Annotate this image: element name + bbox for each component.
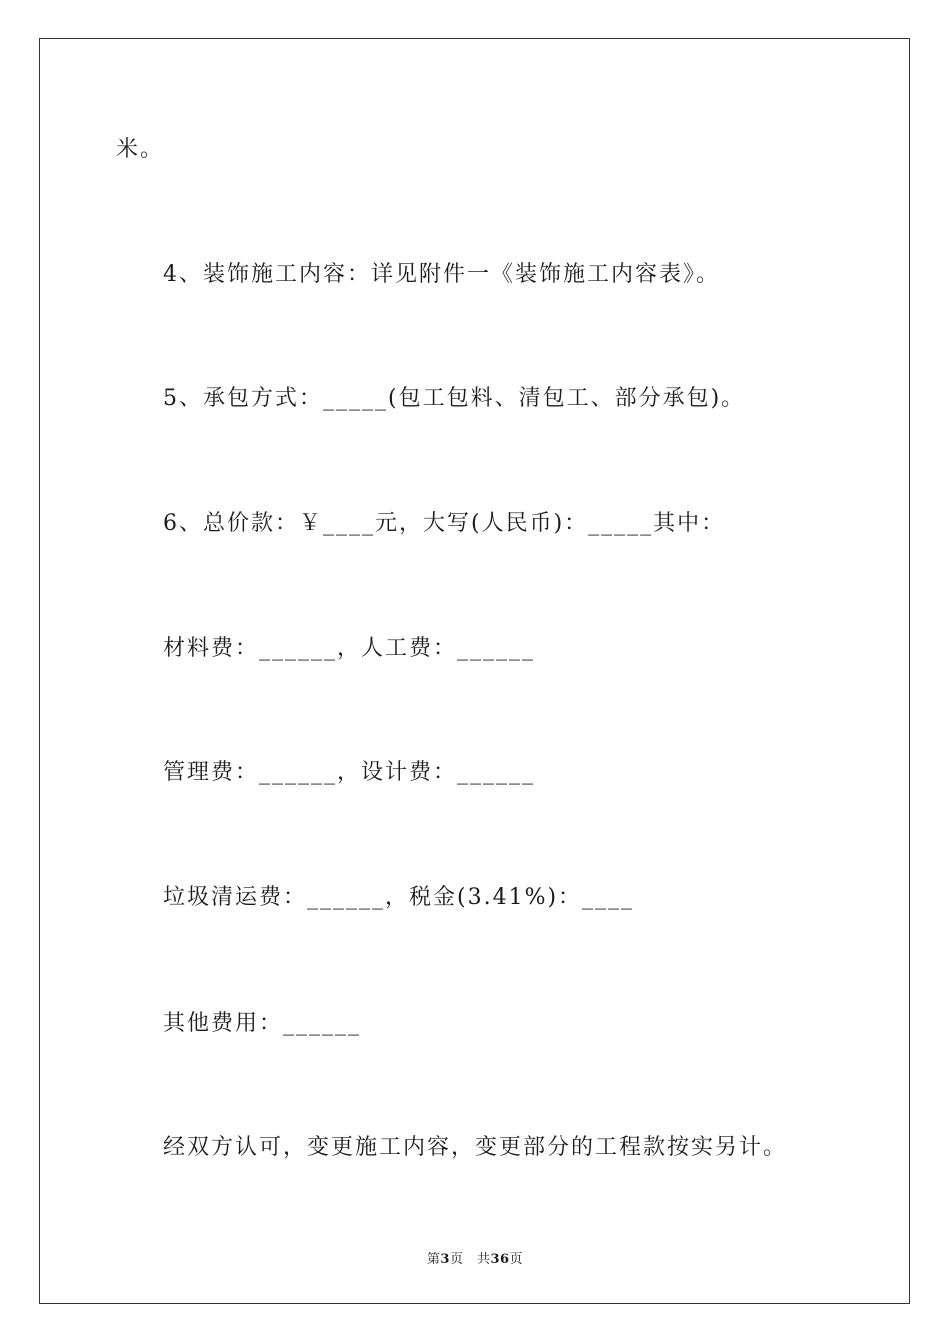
text-line-change-note: 经双方认可，变更施工内容，变更部分的工程款按实另计。 xyxy=(163,1135,788,1160)
footer-prefix: 第 xyxy=(426,1252,441,1267)
text-line-garbage-tax: 垃圾清运费：______，税金(3.41%)：____ xyxy=(163,885,635,910)
footer-total-suffix: 页 xyxy=(509,1252,524,1267)
footer-total-pages: 36 xyxy=(490,1252,510,1267)
text-line-1: 米。 xyxy=(116,137,165,162)
footer-page-number: 3 xyxy=(440,1252,450,1267)
text-line-other-fees: 其他费用：______ xyxy=(163,1011,362,1036)
text-line-total-price: 6、总价款：￥____元，大写(人民币)：_____其中： xyxy=(163,511,726,536)
text-line-material-labor-fee: 材料费：______，人工费：______ xyxy=(163,636,536,661)
text-line-contract-method: 5、承包方式：_____(包工包料、清包工、部分承包)。 xyxy=(163,386,746,411)
page-footer xyxy=(0,1248,950,1267)
text-line-decoration-content: 4、装饰施工内容：详见附件一《装饰施工内容表》。 xyxy=(163,262,720,287)
footer-page-suffix: 页 共 xyxy=(449,1252,491,1267)
page-border xyxy=(39,38,910,1304)
text-line-management-design-fee: 管理费：______，设计费：______ xyxy=(163,760,536,785)
